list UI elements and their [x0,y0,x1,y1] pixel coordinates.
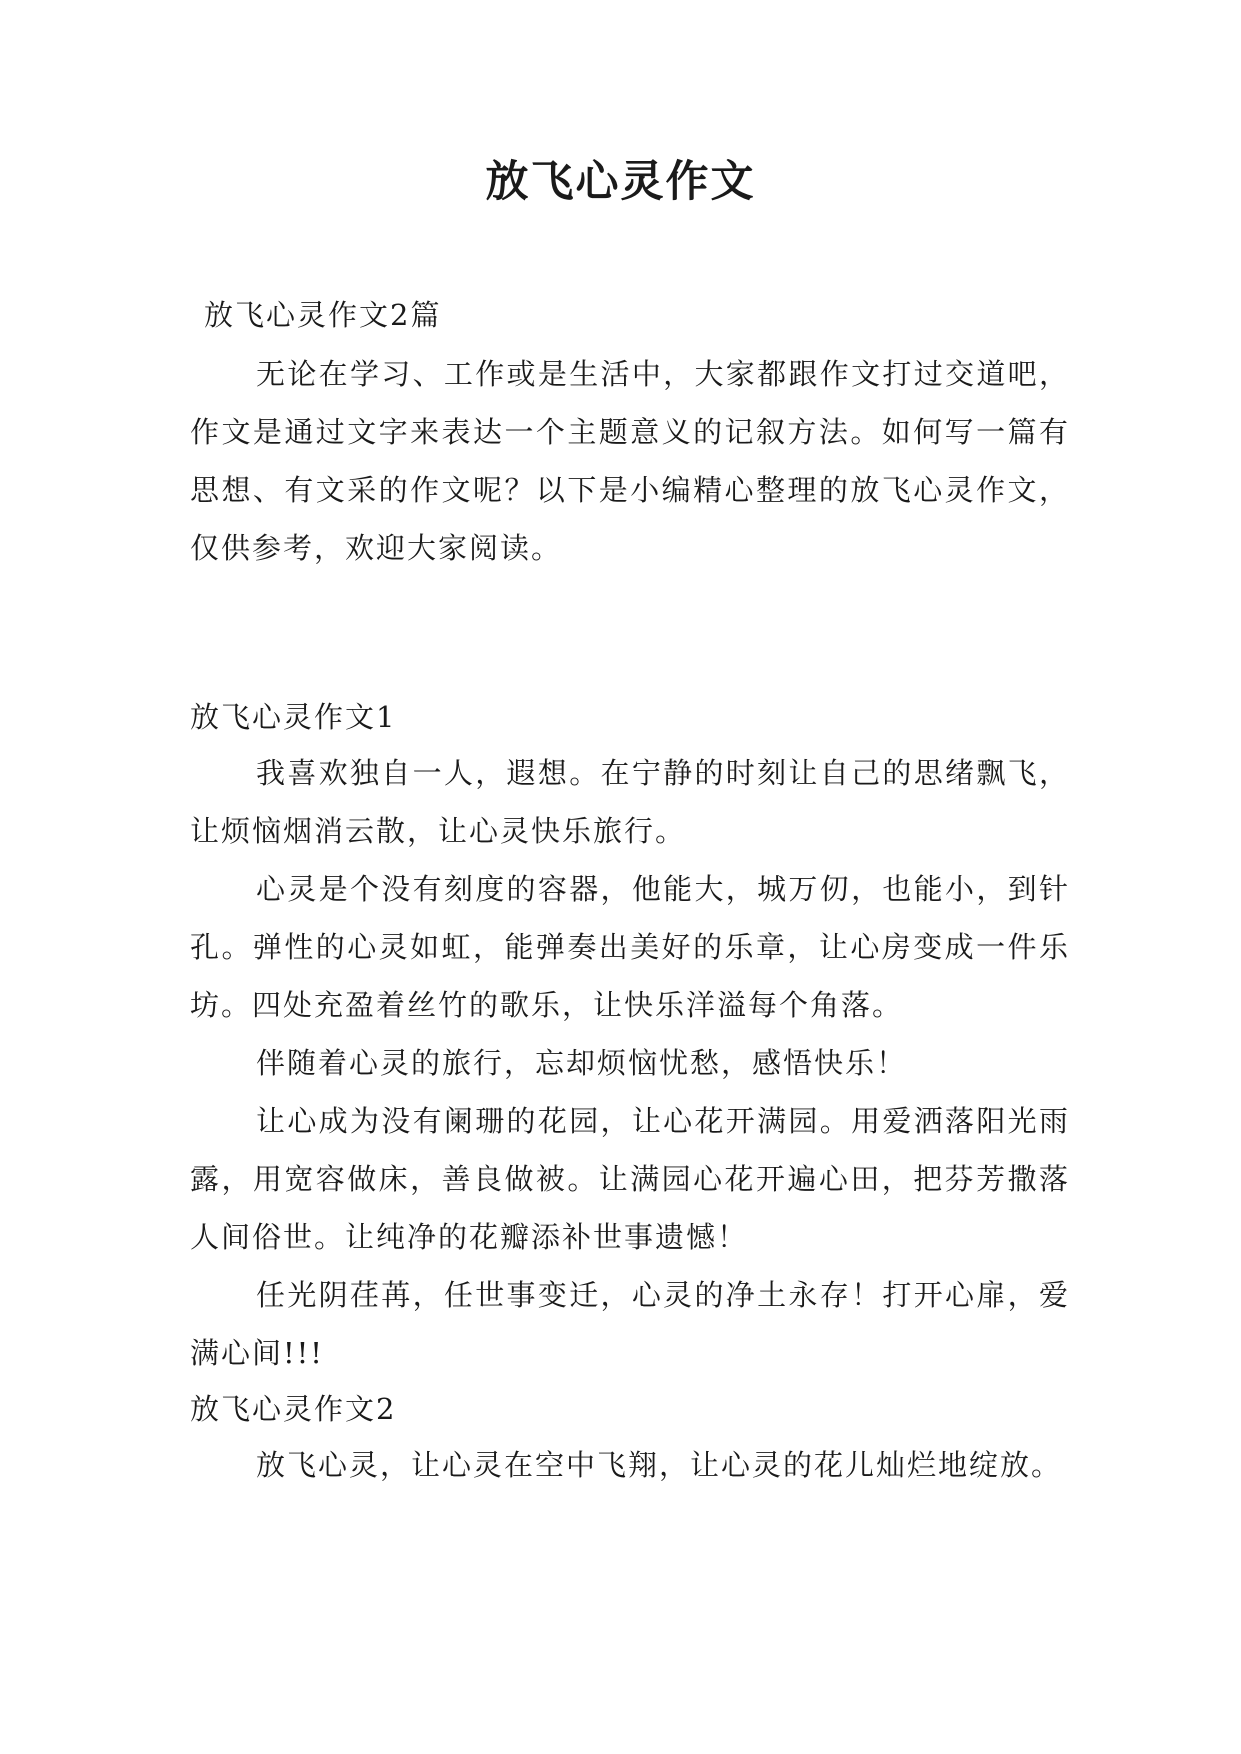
essay-1 [190,690,1070,1382]
essays-section [190,690,1070,1494]
essay-1-paragraph: 任光阴荏苒，任世事变迁，心灵的净土永存！打开心扉，爱满心间!!! [190,1278,1070,1370]
essay-1-paragraph: 我喜欢独自一人，遐想。在宁静的时刻让自己的思绪飘飞，让烦恼烟消云散，让心灵快乐旅行。 [190,756,1070,848]
essay-2 [190,1382,1070,1494]
intro-heading: 放飞心灵作文2篇 [204,298,442,332]
essay-2-heading: 放飞心灵作文2 [190,1392,397,1426]
document-title: 放飞心灵作文 [485,157,756,207]
essay-1-paragraph: 让心成为没有阑珊的花园，让心花开满园。用爱洒落阳光雨露，用宽容做床，善良做被。让满园心花开遍心田，把芬芳撒落人间俗世。让纯净的花瓣添补世事遗憾！ [190,1104,1070,1254]
intro-paragraph: 无论在学习、工作或是生活中，大家都跟作文打过交道吧，作文是通过文字来表达一个主题意义的记叙方法。如何写一篇有思想、有文采的作文呢？以下是小编精心整理的放飞心灵作文，仅供参考，欢迎大家阅读。 [190,357,1070,565]
essay-1-paragraph: 心灵是个没有刻度的容器，他能大，城万仞，也能小，到针孔。弹性的心灵如虹，能弹奏出美好的乐章，让心房变成一件乐坊。四处充盈着丝竹的歌乐，让快乐洋溢每个角落。 [190,872,1070,1022]
essay-1-paragraph: 伴随着心灵的旅行，忘却烦恼忧愁，感悟快乐！ [256,1046,908,1080]
essay-1-heading: 放飞心灵作文1 [190,700,397,734]
essay-2-paragraph: 放飞心灵，让心灵在空中飞翔，让心灵的花儿灿烂地绽放。 [256,1448,1063,1482]
